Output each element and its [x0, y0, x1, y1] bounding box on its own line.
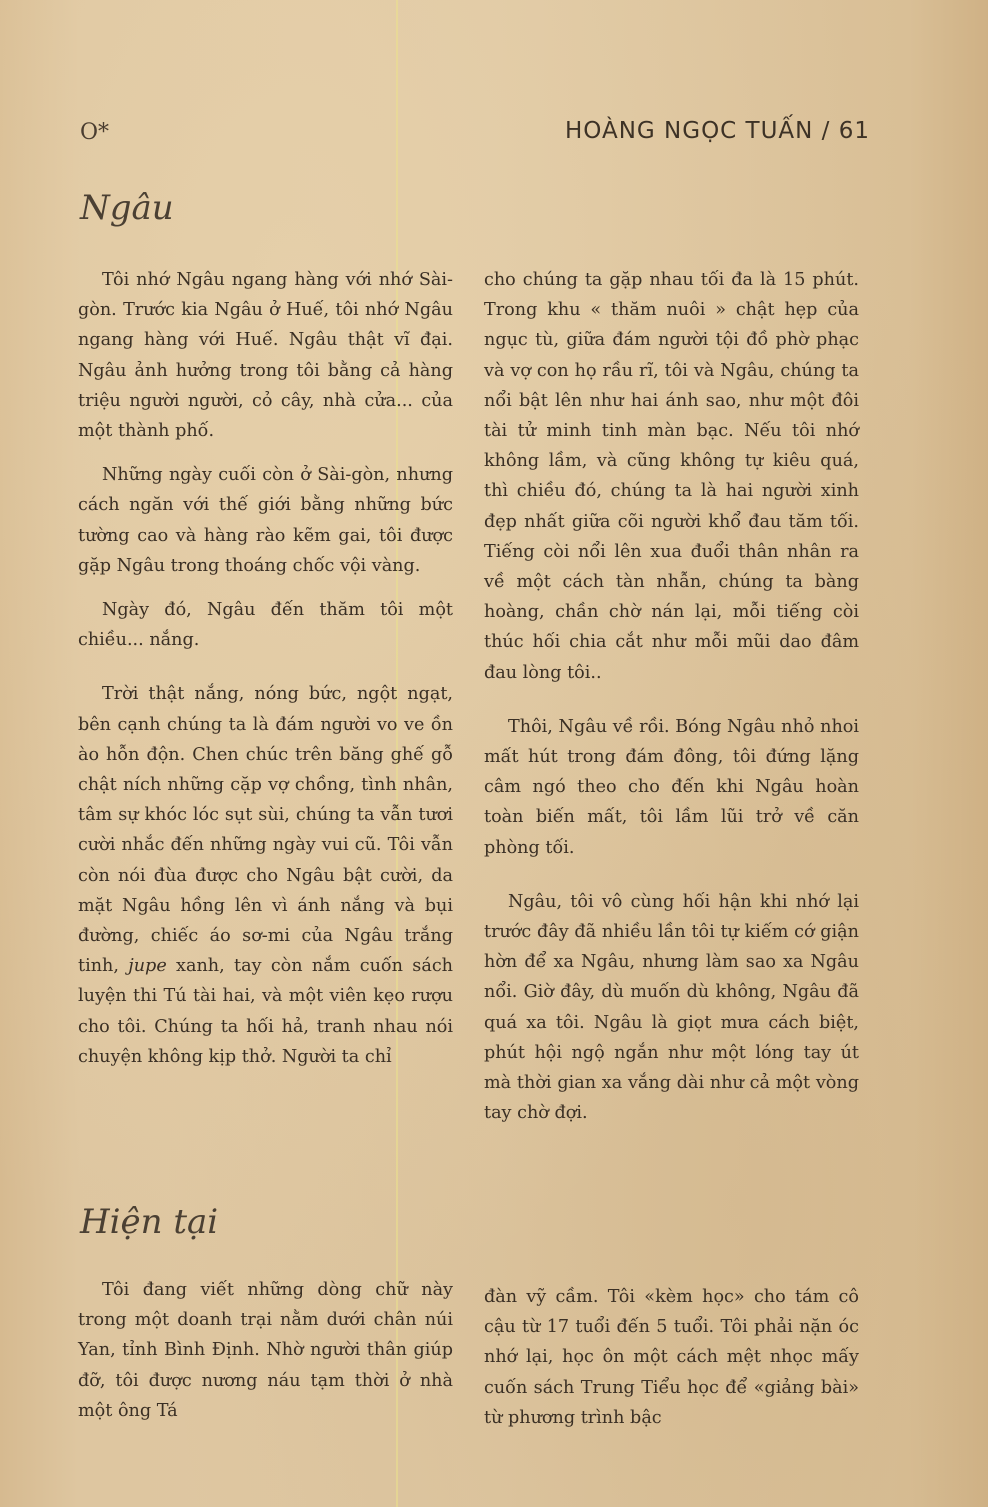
paragraph	[78, 679, 453, 1072]
section-hien-tai-right-column	[484, 1282, 859, 1447]
section-title-ngau: Ngâu	[80, 188, 174, 228]
paragraph: cho chúng ta gặp nhau tối đa là 15 phút. Trong khu « thăm nuôi » chật hẹp của ngục tù, giữa đám người tội đồ phờ phạc và vợ con họ rầu rĩ, tôi và Ngâu, chúng ta nổi bật lên như hai ánh sao, như một đôi tài tử minh tinh màn bạc. Nếu tôi nhớ không lầm, và cũng không tự kiêu quá, thì chiều đó, chúng ta là hai người xinh đẹp nhất giữa cõi người khổ đau tăm tối. Tiếng còi nổi lên xua đuổi thân nhân ra về một cách tàn nhẫn, chúng ta bàng hoàng, chần chờ nán lại, mỗi tiếng còi thúc hối chia cắt như mỗi mũi dao đâm đau lòng tôi..	[484, 270, 859, 683]
italic-word: jupe	[128, 956, 167, 977]
running-head: HOÀNG NGỌC TUẤN / 61	[564, 118, 870, 144]
paragraph: Ngâu, tôi vô cùng hối hận khi nhớ lại trước đây đã nhiều lần tôi tự kiếm cớ giận hờn để xa Ngâu, nhưng làm sao xa Ngâu nổi. Giờ đây, dù muốn dù không, Ngâu đã quá xa tôi. Ngâu là giọt mưa cách biệt, phút hội ngộ ngắn như một lóng tay út mà thời gian xa vắng dài như cả một vòng tay chờ đợi.	[484, 891, 859, 1124]
paragraph: Thôi, Ngâu về rồi. Bóng Ngâu nhỏ nhoi mất hút trong đám đông, tôi đứng lặng câm ngó theo cho đến khi Ngâu hoàn toàn biến mất, tôi lầm lũi trở về căn phòng tối.	[484, 716, 859, 858]
section-ngau-right-column	[484, 265, 859, 1142]
page-ornament: O*	[80, 120, 110, 145]
paragraph-text: xanh, tay còn nắm cuốn sách luyện thi Tú tài hai, và một viên kẹo rượu cho tôi. Chúng ta hối hả, tranh nhau nói chuyện không kịp thở. Người ta chỉ	[78, 956, 453, 1067]
paragraph: Ngày đó, Ngâu đến thăm tôi một chiều... nắng.	[78, 600, 453, 651]
paragraph: Tôi đang viết những dòng chữ này trong một doanh trại nằm dưới chân núi Yan, tỉnh Bình Định. Nhờ người thân giúp đỡ, tôi được nương náu tạm thời ở nhà một ông Tá	[78, 1280, 453, 1421]
section-title-hien-tai: Hiện tại	[80, 1202, 219, 1242]
paragraph-text: Trời thật nắng, nóng bức, ngột ngạt, bên cạnh chúng ta là đám người vo ve ồn ào hỗn độn. Chen chúc trên băng ghế gỗ chật ních những cặp vợ chồng, tình nhân, tâm sự khóc lóc sụt sùi, chúng ta vẫn tươi cười nhắc đến những ngày vui cũ. Tôi vẫn còn nói đùa được cho Ngâu bật cười, da mặt Ngâu hồng lên vì ánh nắng và bụi đường, chiếc áo sơ-mi của Ngâu trắng tinh,	[78, 684, 453, 977]
paragraph: đàn vỹ cầm. Tôi «kèm học» cho tám cô cậu từ 17 tuổi đến 5 tuổi. Tôi phải nặn óc nhớ lại, học ôn một cách mệt nhọc mấy cuốn sách Trung Tiểu học để «giảng bài» từ phương trình bậc	[484, 1287, 859, 1428]
section-hien-tai-left-column	[78, 1275, 453, 1440]
paragraph: Những ngày cuối còn ở Sài-gòn, nhưng cách ngăn với thế giới bằng những bức tường cao và hàng rào kẽm gai, tôi được gặp Ngâu trong thoáng chốc vội vàng.	[78, 465, 453, 576]
paragraph: Tôi nhớ Ngâu ngang hàng với nhớ Sài-gòn. Trước kia Ngâu ở Huế, tôi nhớ Ngâu ngang hàng với Huế. Ngâu thật vĩ đại. Ngâu ảnh hưởng trong tôi bằng cả hàng triệu người người, cỏ cây, nhà cửa... của một thành phố.	[78, 270, 453, 442]
section-ngau-left-column	[78, 265, 453, 1086]
